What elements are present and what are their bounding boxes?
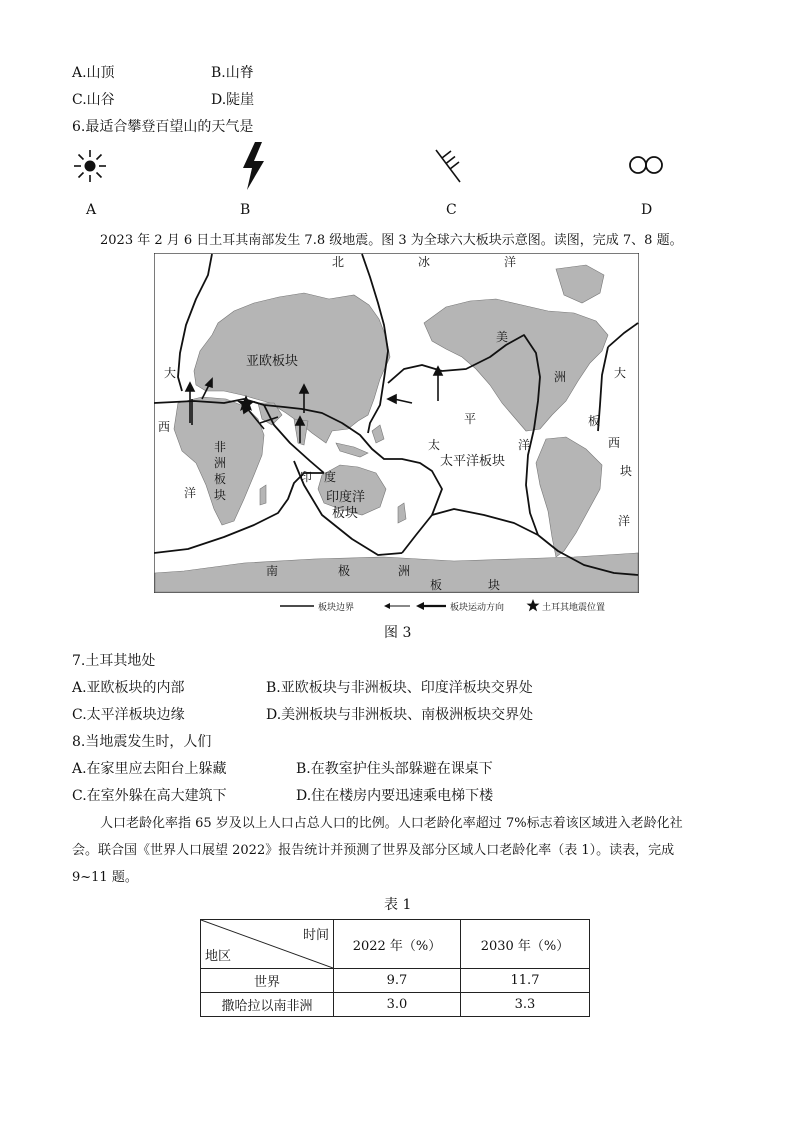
q5-option-b: B.山脊 xyxy=(211,65,254,81)
map-label-kuai: 块 xyxy=(620,464,633,478)
table-header-2030: 2030 年（%） xyxy=(461,920,590,969)
intro-aging-line-3: 9~11 题。 xyxy=(72,870,138,885)
map-label-eurasia: 亚欧板块 xyxy=(246,354,299,369)
intro-aging-line-1: 人口老龄化率指 65 岁及以上人口占总人口的比例。人口老龄化率超过 7%标志着该区域进入老龄化社 xyxy=(100,816,683,831)
q8-option-d: D.住在楼房内要迅速乘电梯下楼 xyxy=(296,788,494,804)
map-label-ocean-n: 洋 xyxy=(504,255,517,269)
legend-direction-label: 板块运动方向 xyxy=(450,603,505,613)
q7-stem: 7.土耳其地处 xyxy=(72,653,156,669)
table-row xyxy=(201,969,590,993)
map-label-ice: 冰 xyxy=(418,255,431,269)
q8-stem: 8.当地震发生时，人们 xyxy=(72,734,212,750)
aging-table xyxy=(200,919,590,1017)
q8-option-c: C.在室外躲在高大建筑下 xyxy=(72,788,227,804)
map-label-mei: 美 xyxy=(496,330,509,344)
map-label-yang-l: 洋 xyxy=(184,486,197,500)
table-row xyxy=(201,993,590,1017)
plate-map xyxy=(154,253,639,593)
q7-option-a: A.亚欧板块的内部 xyxy=(72,680,185,696)
table-cell-2022: 3.0 xyxy=(334,993,461,1017)
q7-option-d: D.美洲板块与非洲板块、南极洲板块交界处 xyxy=(266,707,534,723)
table-cell-region: 撒哈拉以南非洲 xyxy=(201,993,334,1017)
legend-boundary-line xyxy=(280,601,316,611)
table-header-2022: 2022 年（%） xyxy=(334,920,461,969)
map-label-africa-zhou: 洲 xyxy=(214,456,227,470)
q6-label-c: C xyxy=(446,202,457,218)
map-label-ping: 平 xyxy=(464,412,477,426)
map-label-tai: 太 xyxy=(428,438,441,452)
q5-option-d: D.陡崖 xyxy=(211,92,255,108)
table-cell-2022: 9.7 xyxy=(334,969,461,993)
legend-arrow-icon xyxy=(384,601,448,611)
q6-stem: 6.最适合攀登百望山的天气是 xyxy=(72,119,254,135)
map-label-north: 北 xyxy=(332,255,345,269)
map-label-yang-p: 洋 xyxy=(518,438,531,452)
haze-icon xyxy=(627,154,665,176)
wind-icon xyxy=(432,146,466,186)
table-corner-region: 地区 xyxy=(205,949,232,964)
thunderstorm-icon xyxy=(238,141,268,191)
q5-option-c: C.山谷 xyxy=(72,92,115,108)
map-label-yang-r: 洋 xyxy=(618,514,631,528)
q7-option-b: B.亚欧板块与非洲板块、印度洋板块交界处 xyxy=(266,680,533,696)
map-label-nan: 南 xyxy=(266,564,279,578)
figure-caption: 图 3 xyxy=(384,625,412,641)
q7-option-c: C.太平洋板块边缘 xyxy=(72,707,185,723)
map-label-da-r: 大 xyxy=(614,366,627,380)
map-label-africa-fei: 非 xyxy=(214,440,227,454)
table-corner-cell xyxy=(201,920,334,969)
map-label-ban-s: 板 xyxy=(430,578,443,592)
map-label-pacific: 太平洋板块 xyxy=(440,454,506,469)
map-label-yin: 印 xyxy=(300,470,313,484)
q8-option-a: A.在家里应去阳台上躲藏 xyxy=(72,761,227,777)
intro-earthquake: 2023 年 2 月 6 日土耳其南部发生 7.8 级地震。图 3 为全球六大板块示意图。读图，完成 7、8 题。 xyxy=(100,233,683,248)
table-cell-region: 世界 xyxy=(201,969,334,993)
map-label-indian-1: 印度洋 xyxy=(326,490,366,505)
table-corner-time: 时间 xyxy=(302,928,329,943)
q6-label-a: A xyxy=(86,202,97,218)
map-label-du: 度 xyxy=(324,470,337,484)
legend-boundary-label: 板块边界 xyxy=(318,603,355,613)
legend-star-icon xyxy=(526,599,540,612)
map-label-africa-kuai: 块 xyxy=(214,488,227,502)
sunny-icon xyxy=(72,148,108,184)
map-label-xi-r: 西 xyxy=(608,436,621,450)
map-label-indian-2: 板块 xyxy=(332,506,359,521)
table-title: 表 1 xyxy=(384,897,412,913)
map-label-zhou-s: 洲 xyxy=(398,564,411,578)
map-label-ban: 板 xyxy=(588,414,601,428)
intro-aging-line-2: 会。联合国《世界人口展望 2022》报告统计并预测了世界及部分区域人口老龄化率（表 1）。读表，完成 xyxy=(72,843,675,858)
q5-option-a: A.山顶 xyxy=(72,65,115,81)
map-label-africa-ban: 板 xyxy=(214,472,227,486)
map-label-kuai-s: 块 xyxy=(488,578,501,592)
legend-quake-label: 土耳其地震位置 xyxy=(542,603,606,613)
q6-label-d: D xyxy=(641,202,653,218)
q6-label-b: B xyxy=(240,202,251,218)
map-label-ji: 极 xyxy=(338,564,351,578)
map-label-zhou: 洲 xyxy=(554,370,567,384)
map-label-xi-l: 西 xyxy=(158,420,171,434)
q8-option-b: B.在教室护住头部躲避在课桌下 xyxy=(296,761,493,777)
table-cell-2030: 3.3 xyxy=(461,993,590,1017)
map-label-da-l: 大 xyxy=(164,366,177,380)
table-cell-2030: 11.7 xyxy=(461,969,590,993)
